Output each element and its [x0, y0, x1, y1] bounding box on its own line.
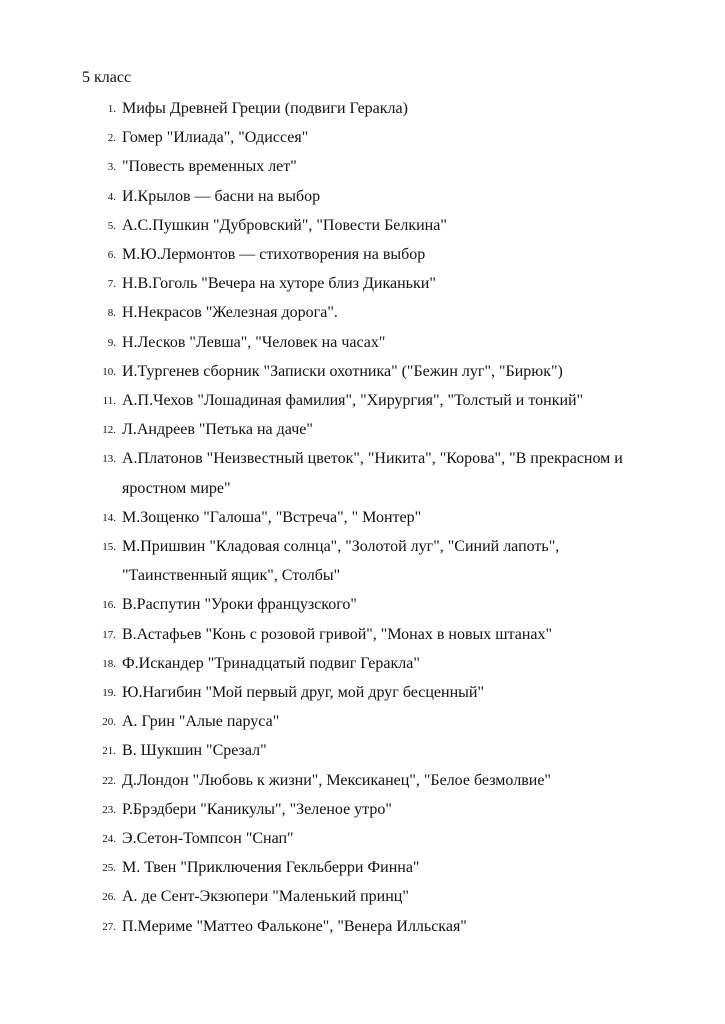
item-text: Гомер "Илиада", "Одиссея" — [122, 129, 309, 147]
list-item — [0, 678, 725, 707]
item-number: 2. — [107, 132, 116, 145]
item-text: Э.Сетон-Томпсон "Снап" — [122, 830, 294, 848]
item-text: Мифы Древней Греции (подвиги Геракла) — [122, 100, 408, 117]
item-text: М.Зощенко "Галоша", "Встреча", " Монтер" — [122, 508, 422, 526]
item-number: 27. — [102, 920, 116, 933]
item-text: М.Пришвин "Кладовая солнца", "Золотой луг", "Синий лапоть", "Таинственный ящик", Столбы" — [122, 538, 560, 585]
item-text: Л.Андреев "Петька на даче" — [122, 421, 313, 439]
item-text: А. де Сент-Экзюпери "Маленький принц" — [122, 888, 409, 906]
item-number: 15. — [102, 541, 116, 554]
item-number: 5. — [107, 219, 116, 232]
item-number: 23. — [102, 803, 116, 816]
item-number: 24. — [102, 833, 116, 846]
item-text: И.Крылов — басни на выбор — [122, 187, 321, 205]
item-text: Д.Лондон "Любовь к жизни", Мексиканец", "Белое безмолвие" — [122, 771, 551, 789]
list-item — [0, 882, 725, 911]
list-item — [0, 415, 725, 444]
list-item — [0, 707, 725, 736]
item-text: "Повесть временных лет" — [122, 158, 297, 176]
item-text: П.Мериме "Маттео Фальконе", "Венера Илльская" — [122, 917, 467, 935]
list-item — [0, 590, 725, 619]
item-number: 6. — [107, 249, 116, 262]
list-item — [0, 795, 725, 824]
list-item — [0, 123, 725, 152]
item-number: 1. — [107, 103, 116, 115]
item-text: Ф.Искандер "Тринадцатый подвиг Геракла" — [122, 654, 420, 672]
item-number: 11. — [102, 395, 116, 408]
item-text: М. Твен "Приключения Гекльберри Финна" — [122, 859, 420, 877]
item-number: 10. — [102, 365, 116, 378]
item-text: А.П.Чехов "Лошадиная фамилия", "Хирургия", "Толстый и тонкий" — [122, 392, 584, 410]
item-number: 16. — [102, 599, 116, 612]
item-number: 25. — [102, 862, 116, 875]
list-item — [0, 240, 725, 269]
item-number: 21. — [102, 745, 116, 758]
list-item — [0, 649, 725, 678]
item-text: А. Грин "Алые паруса" — [122, 713, 280, 731]
list-item — [0, 357, 725, 386]
item-number: 8. — [107, 307, 116, 320]
item-text: А.Платонов "Неизвестный цветок", "Никита", "Корова", "В прекрасном и яростном мире" — [122, 450, 623, 497]
item-number: 20. — [102, 716, 116, 729]
list-item — [0, 182, 725, 211]
item-text: Н.Некрасов "Железная дорога". — [122, 304, 338, 322]
item-number: 7. — [107, 278, 116, 291]
item-text: М.Ю.Лермонтов — стихотворения на выбор — [122, 246, 426, 264]
list-item — [0, 766, 725, 795]
list-item — [0, 94, 725, 123]
page-heading: 5 класс — [82, 69, 132, 86]
item-text: В. Шукшин "Срезал" — [122, 742, 267, 760]
item-text: И.Тургенев сборник "Записки охотника" ("Бежин луг", "Бирюк") — [122, 362, 563, 380]
item-text: В.Распутин "Уроки французского" — [122, 596, 357, 614]
item-number: 13. — [102, 453, 116, 466]
list-item — [0, 211, 725, 240]
item-number: 3. — [107, 161, 116, 174]
item-text: Н.Лесков "Левша", "Человек на часах" — [122, 333, 386, 351]
list-item — [0, 503, 725, 532]
list-item — [0, 386, 725, 415]
list-item — [0, 532, 725, 590]
item-text: А.С.Пушкин "Дубровский", "Повести Белкина" — [122, 216, 447, 234]
item-text: Н.В.Гоголь "Вечера на хуторе близ Диканьки" — [122, 275, 436, 293]
item-text: В.Астафьев "Конь с розовой гривой", "Монах в новых штанах" — [122, 625, 553, 643]
item-text: Ю.Нагибин "Мой первый друг, мой друг бесценный" — [122, 684, 484, 702]
item-number: 22. — [102, 774, 116, 787]
list-item — [0, 736, 725, 765]
list-item — [0, 269, 725, 298]
item-number: 4. — [107, 190, 116, 203]
list-item — [0, 620, 725, 649]
item-number: 17. — [102, 628, 116, 641]
list-item — [0, 912, 725, 941]
item-number: 12. — [102, 424, 116, 437]
book-list — [0, 94, 725, 941]
list-item — [0, 328, 725, 357]
item-number: 18. — [102, 657, 116, 670]
item-number: 9. — [107, 336, 116, 349]
item-number: 26. — [102, 891, 116, 904]
list-item — [0, 824, 725, 853]
list-item — [0, 298, 725, 327]
item-number: 19. — [102, 687, 116, 700]
item-number: 14. — [102, 511, 116, 524]
item-text: Р.Брэдбери "Каникулы", "Зеленое утро" — [122, 800, 392, 818]
list-item — [0, 444, 725, 502]
list-item — [0, 853, 725, 882]
list-item — [0, 152, 725, 181]
